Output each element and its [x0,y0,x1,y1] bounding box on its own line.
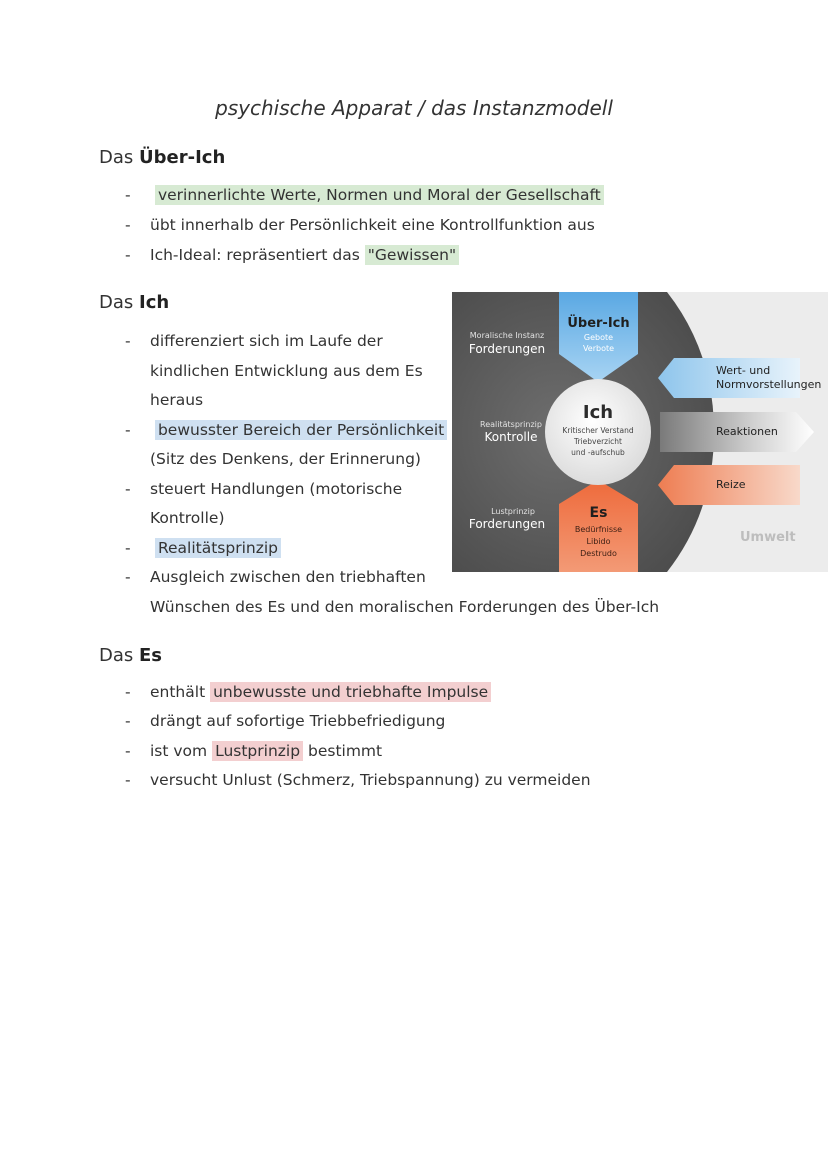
ueberich-line2: Verbote [582,344,615,353]
wert-label-2: Normvorstellungen [716,378,822,391]
ueberich-line1: Gebote [583,333,614,342]
list-item: - ist vom Lustprinzip bestimmt [125,742,383,760]
list-item-continuation: Kontrolle) [150,509,225,527]
list-item: - versucht Unlust (Schmerz, Triebspannung) zu vermeiden [125,771,591,789]
list-item: - bewusster Bereich der Persönlichkeit [125,420,447,440]
ich-line2: Triebverzicht [574,437,622,446]
ueberich-title: Über-Ich [567,316,630,331]
ich-line1: Kritischer Verstand [562,426,634,435]
list-item: - verinnerlichte Werte, Normen und Moral der Gesellschaft [125,185,604,205]
list-item: - drängt auf sofortige Triebbefriedigung [125,712,446,730]
list-item-continuation: Wünschen des Es und den moralischen Forderungen des Über-Ich [150,598,660,616]
list-item: - enthält unbewusste und triebhafte Impulse [125,682,491,702]
heading-ich: Das Ich [99,292,170,313]
list-item: - differenziert sich im Laufe der [125,332,383,350]
list-item: - steuert Handlungen (motorische [125,480,403,498]
page-title: psychische Apparat / das Instanzmodell [215,96,613,120]
list-item-continuation: heraus [150,391,204,409]
real-small-label: Realitätsprinzip [480,420,542,429]
list-item: - Realitätsprinzip [125,538,281,558]
instanzmodell-diagram [452,292,828,572]
reize-label: Reize [716,478,746,491]
es-title: Es [589,505,608,521]
es-line3: Destrudo [580,549,617,558]
reaktionen-label: Reaktionen [716,425,778,438]
ich-title: Ich [582,402,614,423]
es-line1: Bedürfnisse [574,525,623,534]
ich-line3: und -aufschub [571,448,625,457]
umwelt-label: Umwelt [740,530,796,545]
list-item-continuation: kindlichen Entwicklung aus dem Es [150,362,423,380]
list-item: - übt innerhalb der Persönlichkeit eine Kontrollfunktion aus [125,216,595,234]
moral-small-label: Moralische Instanz [469,331,545,340]
lust-big-label: Forderungen [468,517,546,531]
wert-label-1: Wert- und [716,364,771,377]
list-item: - Ausgleich zwischen den triebhaften [125,568,426,586]
list-item-continuation: (Sitz des Denkens, der Erinnerung) [150,450,421,468]
heading-es: Das Es [99,645,163,666]
real-big-label: Kontrolle [484,430,538,444]
list-item: - Ich-Ideal: repräsentiert das "Gewissen" [125,245,459,265]
moral-big-label: Forderungen [468,342,546,356]
es-line2: Libido [586,537,611,546]
lust-small-label: Lustprinzip [491,507,535,516]
heading-ueberich: Das Über-Ich [99,147,226,168]
